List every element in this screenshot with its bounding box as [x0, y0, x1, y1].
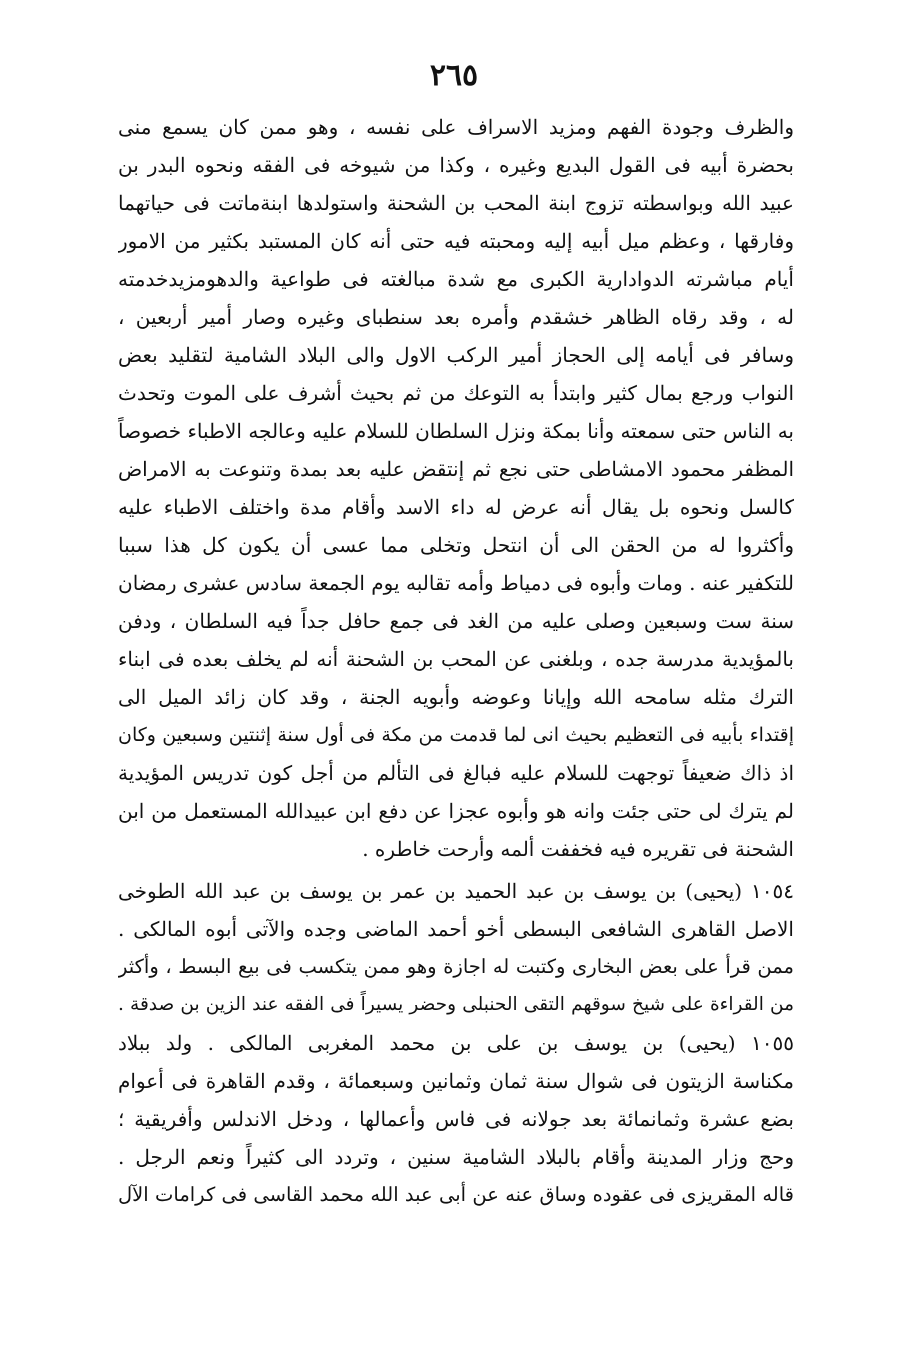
entry-line: ١٠٥٤ (يحيى) بن يوسف بن عبد الحميد بن عمر بن يوسف بن عبد الله الطوخى [118, 879, 794, 903]
text-line: والظرف وجودة الفهم ومزيد الاسراف على نفسه ، وهو ممن كان يسمع منى [118, 115, 794, 139]
text-line: المظفر محمود الامشاطى حتى نجع ثم إنتقض عليه بعد بمدة وتنوعت به الامراض [118, 457, 794, 481]
page-number: ٢٦٥ [429, 58, 479, 93]
text-line: النواب ورجع بمال كثير وابتدأ به التوعك من ثم بحيث أشرف على الموت وتحدث [118, 381, 794, 405]
text-line: وسافر فى أيامه إلى الحجاز أمير الركب الاول والى البلاد الشامية لتقليد بعض [118, 343, 794, 367]
text-line: الترك مثله سامحه الله وإيانا وعوضه وأبويه الجنة ، وقد كان زائد الميل الى [118, 685, 794, 709]
text-line: له ، وقد رقاه الظاهر خشقدم وأمره بعد سنطباى وغيره وصار أمير أربعين ، [118, 305, 794, 329]
text-line: قاله المقريزى فى عقوده وساق عنه عن أبى عبد الله محمد القاسى فى كرامات الآل [118, 1183, 794, 1206]
entry-line: ١٠٥٥ (يحيى) بن يوسف بن على بن محمد المغربى المالكى . ولد ببلاد [118, 1031, 794, 1055]
text-line: وحج وزار المدينة وأقام بالبلاد الشامية سنين ، وتردد الى كثيراً ونعم الرجل . [118, 1145, 794, 1169]
text-line: للتكفير عنه . ومات وأبوه فى دمياط وأمه تقالبه يوم الجمعة سادس عشرى رمضان [118, 571, 794, 595]
text-line: وفارقها ، وعظم ميل أبيه إليه ومحبته فيه حتى أنه كان المستبد بكثير من الامور [118, 229, 794, 253]
text-line: الشحنة فى تقريره فيه فخففت ألمه وأرحت خاطره . [362, 837, 794, 861]
text-line: اذ ذاك ضعيفاً توجهت للسلام عليه فبالغ فى التألم من أجل كون تدريس المؤيدية [118, 761, 794, 785]
text-line: مكناسة الزيتون فى شوال سنة ثمان وثمانين وسبعمائة ، وقدم القاهرة فى أعوام [118, 1069, 794, 1093]
text-line: عبيد الله وبواسطته تزوج ابنة المحب بن الشحنة واستولدها ابنةماتت فى حياتهما [118, 191, 794, 215]
text-line: به الناس حتى سمعته وأنا بمكة ونزل السلطان للسلام عليه وعالجه الاطباء خصوصاً [118, 419, 794, 443]
text-line: لم يترك لى حتى جئت وانه هو وأبوه عجزا عن دفع ابن عبيدالله المستعمل من ابن [118, 799, 794, 823]
text-line: بضع عشرة وثمانمائة بعد جولانه فى فاس وأعمالها ، ودخل الاندلس وأفريقية ؛ [118, 1107, 794, 1131]
text-line: ممن قرأ على بعض البخارى وكتبت له اجازة وهو ممن يتكسب فى بيع البسط ، وأكثر [118, 955, 794, 978]
text-line: كالسل ونحوه بل يقال أنه عرض له داء الاسد وأقام مدة واختلف الاطباء عليه [118, 495, 794, 519]
text-line: بالمؤيدية مدرسة جده ، وبلغنى عن المحب بن الشحنة أنه لم يخلف بعده فى ابناء [118, 647, 794, 671]
text-line: إقتداء بأبيه فى التعظيم بحيث انى لما قدمت من مكة فى أول سنة إثنتين وسبعين وكان [118, 724, 794, 746]
text-line: الاصل القاهرى الشافعى البسطى أخو أحمد الماضى وجده والآتى أبوه المالكى . [118, 917, 794, 941]
text-line: وأكثروا له من الحقن الى أن انتحل وتخلى مما عسى أن يكون كل هذا سببا [118, 533, 794, 557]
text-line: أيام مباشرته الدوادارية الكبرى مع شدة مبالغته فى طواعية والدهومزيدخدمته [118, 267, 794, 291]
body-text [118, 108, 794, 1214]
text-line: من القراءة على شيخ سوقهم التقى الحنبلى وحضر يسيراً فى الفقه عند الزين بن صدقة . [118, 994, 794, 1015]
text-line: سنة ست وسبعين وصلى عليه من الغد فى جمع حافل جداً فيه السلطان ، ودفن [118, 609, 794, 633]
text-line: بحضرة أبيه فى القول البديع وغيره ، وكذا من شيوخه فى الفقه ونحوه البدر بن [118, 153, 794, 177]
